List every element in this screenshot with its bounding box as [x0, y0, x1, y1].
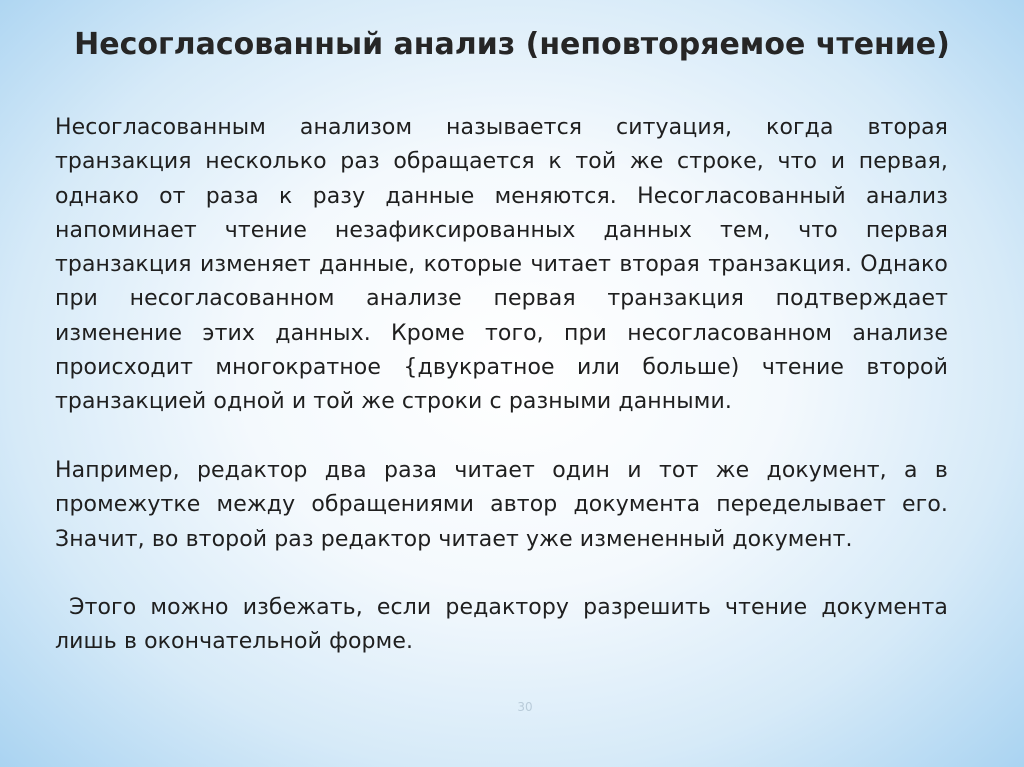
slide-body: [55, 111, 956, 660]
paragraph-spacer: [55, 557, 948, 591]
paragraph-example: Например, редактор два раза читает один и тот же документ, а в промежутке между обращениями автор документа переделывает его. Значит, во второй раз редактор читает уже измененный документ.: [55, 457, 948, 552]
slide-title: Несогласованный анализ (неповторяемое чтение): [74, 27, 950, 62]
page-number: 30: [517, 700, 533, 714]
paragraph-solution: Этого можно избежать, если редактору разрешить чтение документа лишь в окончательной форме.: [55, 595, 956, 655]
paragraph-spacer: [55, 420, 948, 454]
paragraph-definition: Несогласованным анализом называется ситуация, когда вторая транзакция несколько раз обращается к той же строке, что и первая, однако от раза к разу данные меняются. Несогласованный анализ напоминает чтение незафиксированных данных тем, что первая транзакция изменяет данные, которые читает вторая транзакция. Однако при несогласованном анализе первая транзакция подтверждает изменение этих данных. Кроме того, при несогласованном анализе происходит многократное {двукратное или больше) чтение второй транзакцией одной и той же строки с разными данными.: [55, 115, 948, 415]
